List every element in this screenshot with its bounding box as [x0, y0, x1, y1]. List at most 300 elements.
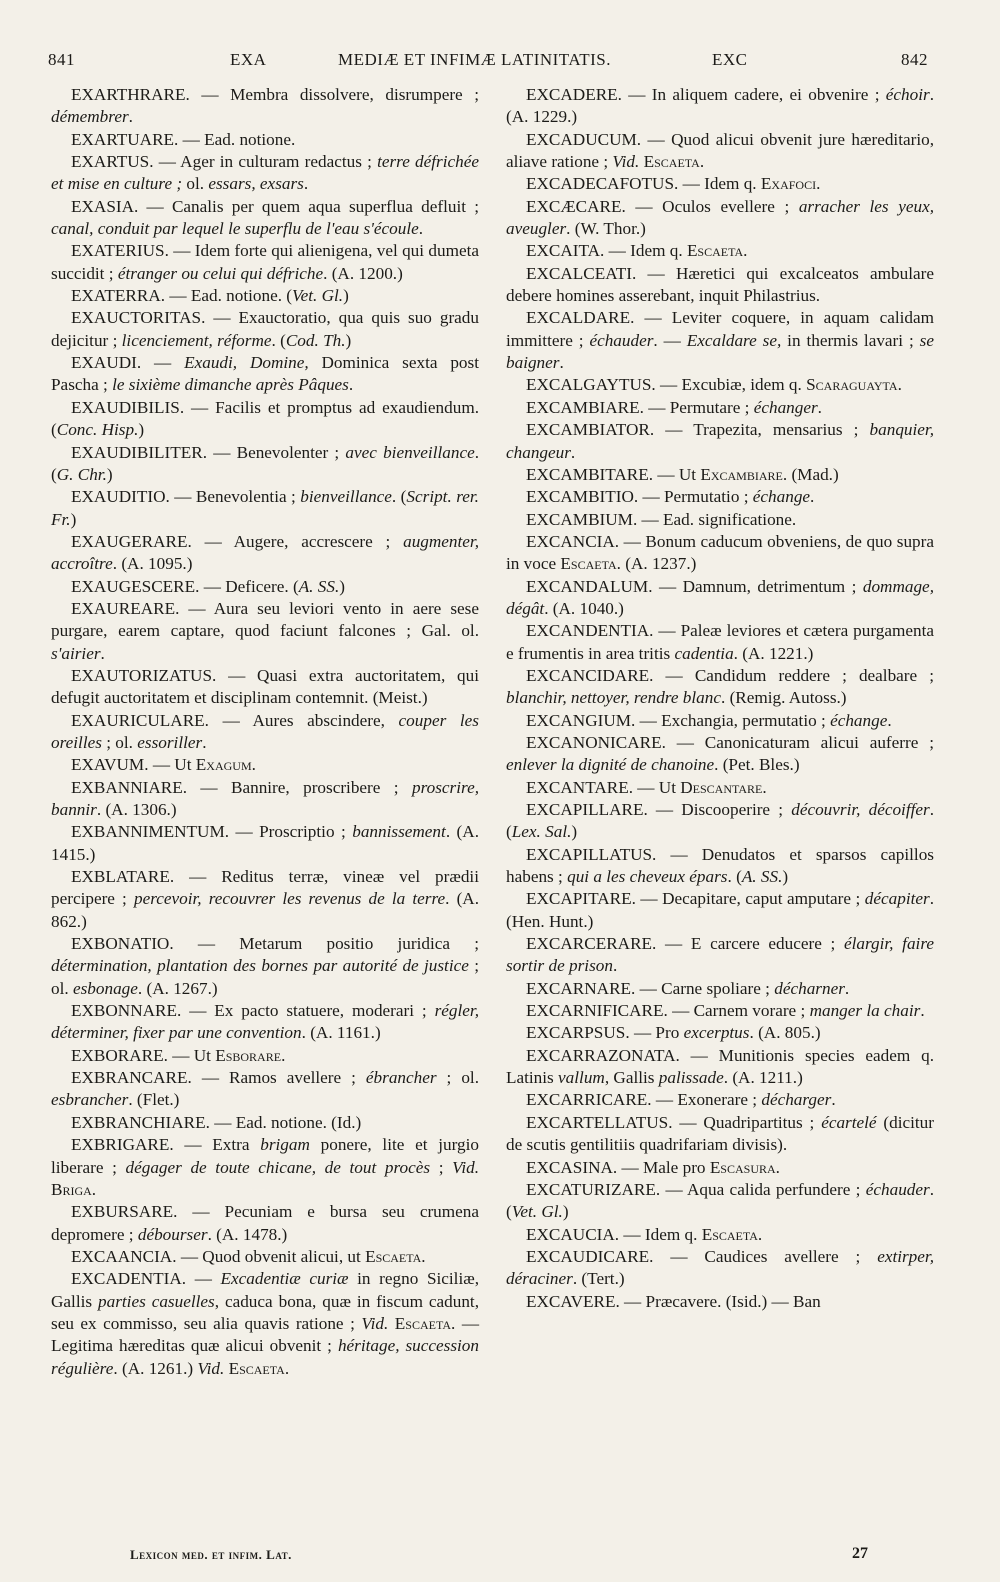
- entry-headword: EXCAVERE.: [526, 1291, 620, 1311]
- entry-french-gloss: A. SS.: [298, 576, 340, 596]
- entry-french-gloss: bannissement: [352, 822, 446, 842]
- entry-french-gloss: échange: [752, 487, 811, 507]
- entry-text: . (Flet.): [128, 1090, 180, 1110]
- entry-french-gloss: échauder: [589, 330, 654, 350]
- dictionary-entry: [51, 129, 479, 151]
- entry-french-gloss: percevoir, recouvrer les revenus de la terre: [133, 889, 446, 909]
- entry-headword: EXAUCTORITAS.: [71, 308, 206, 328]
- entry-text: — Augere, accrescere ;: [191, 531, 404, 551]
- entry-french-gloss: brigam: [260, 1135, 310, 1155]
- entry-french-gloss: excerptus: [683, 1023, 750, 1043]
- dictionary-entry: [506, 665, 934, 710]
- entry-text: — Canonicaturam alicui auferre ;: [665, 732, 934, 752]
- entry-text: . (A. 1211.): [723, 1068, 803, 1088]
- entry-french-gloss: étranger ou celui qui défriche: [117, 263, 324, 283]
- entry-text: . (Tert.): [572, 1269, 625, 1289]
- entry-text: ; ol.: [101, 732, 138, 752]
- entry-text: — Decapitare, caput amputare ;: [635, 889, 865, 909]
- entry-headword: EXCARTELLATUS.: [526, 1112, 673, 1132]
- entry-text: . —: [653, 330, 687, 350]
- entry-text: — Ut: [653, 464, 701, 484]
- dictionary-entry: [51, 1067, 479, 1112]
- entry-text: .: [897, 375, 902, 395]
- entry-text: — Ramos avellere ;: [191, 1068, 366, 1088]
- dictionary-entry: [51, 754, 479, 776]
- entry-text: ): [345, 330, 352, 350]
- entry-text: — Ut: [148, 755, 196, 775]
- entry-headword: EXCARNARE.: [526, 978, 636, 998]
- entry-text: . (Remig. Autoss.): [720, 688, 847, 708]
- entry-headword: EXBRANCHIARE.: [71, 1112, 210, 1132]
- entry-text: . (A. 1221.): [733, 643, 814, 663]
- entry-headword: EXAUGESCERE.: [71, 576, 200, 596]
- entry-text: . (: [506, 1179, 934, 1222]
- entry-headword: EXCAMBITARE.: [526, 464, 654, 484]
- entry-headword: EXARTHRARE.: [71, 85, 190, 104]
- entry-text: . — Legitima hæreditas quæ alicui obvenit ;: [51, 1313, 480, 1356]
- entry-french-gloss: essars, exsars: [208, 174, 304, 194]
- entry-french-gloss: A. SS.: [741, 867, 783, 887]
- entry-text: — Benevolentia ;: [169, 487, 301, 507]
- entry-text: — Aures abscindere,: [208, 710, 399, 730]
- entry-text: — Carne spoliare ;: [635, 978, 775, 998]
- entry-headword: EXAUGERARE.: [71, 531, 192, 551]
- entry-text: Dominica sexta post Pascha ;: [51, 353, 479, 395]
- entry-headword: EXATERIUS.: [71, 241, 169, 261]
- entry-text: — Ead. notione. (: [165, 286, 293, 306]
- entry-cross-reference: Briga: [51, 1179, 92, 1199]
- entry-text: — Male pro: [617, 1157, 710, 1177]
- entry-text: — Hæretici qui excalceatos ambulare debere homines asserebant, inquit Philastrius.: [506, 263, 934, 306]
- entry-text: .: [817, 397, 822, 417]
- entry-text: .: [810, 487, 815, 507]
- entry-french-gloss: Vet. Gl.: [292, 286, 344, 306]
- entry-text: . (A. 1306.): [96, 800, 177, 819]
- entry-french-gloss: blanchir, nettoyer, rendre blanc: [506, 688, 721, 708]
- dictionary-entry: [506, 509, 934, 531]
- entry-headword: EXAURICULARE.: [71, 710, 209, 730]
- dictionary-entry: [51, 531, 479, 576]
- entry-headword: EXCAMBIATOR.: [526, 420, 655, 440]
- entry-text: . (A. 1415.): [51, 822, 479, 864]
- entry-headword: EXAUDIBILIS.: [71, 397, 185, 417]
- entry-french-gloss: proscrire, bannir: [51, 777, 479, 819]
- dictionary-entry: [506, 1157, 934, 1179]
- entry-french-gloss: Lex. Sal.: [511, 822, 572, 842]
- entry-headword: EXCARRAZONATA.: [526, 1045, 680, 1065]
- entry-headword: EXCANCIA.: [526, 531, 620, 551]
- entry-text: — Paleæ leviores et cætera purgamenta e frumentis in area tritis: [506, 621, 934, 663]
- entry-headword: EXCASINA.: [526, 1157, 618, 1177]
- entry-text: — Benevolenter ;: [207, 442, 346, 462]
- entry-text: — Quadripartitus ;: [672, 1112, 822, 1132]
- entry-headword: EXBANNIMENTUM.: [71, 822, 230, 842]
- dictionary-entry: [51, 710, 479, 755]
- entry-text: .: [612, 956, 618, 976]
- entry-text: ; ol.: [51, 956, 479, 998]
- right-column: [506, 84, 934, 1313]
- dictionary-entry: [506, 1000, 934, 1022]
- entry-text: .: [100, 643, 105, 663]
- dictionary-entry: [506, 1112, 934, 1157]
- entry-french-gloss: Script. rer. Fr.: [51, 487, 479, 529]
- entry-text: in thermis lavari ;: [781, 330, 920, 350]
- entry-headword: EXBANNIARE.: [71, 777, 188, 797]
- entry-text: — Pecuniam e bursa seu crumena depromere ;: [51, 1202, 479, 1244]
- entry-headword: EXATERRA.: [71, 286, 166, 306]
- entry-french-gloss: Excadentiæ curiæ: [220, 1269, 349, 1289]
- entry-headword: EXCAANCIA.: [71, 1246, 177, 1266]
- entry-french-gloss: augmenter, accroître: [51, 531, 479, 574]
- dictionary-entry: [51, 598, 479, 665]
- left-column: [51, 84, 479, 1380]
- entry-headword: EXCADUCUM.: [526, 129, 642, 149]
- entry-text: . (Mad.): [782, 464, 839, 484]
- entry-text: — Quod obvenit alicui, ut: [176, 1246, 366, 1266]
- entry-headword: EXAUDIBILITER.: [71, 442, 208, 462]
- entry-text: . (: [506, 800, 934, 842]
- dictionary-entry: [51, 1246, 479, 1268]
- entry-headword: EXCAMBITIO.: [526, 487, 639, 507]
- entry-headword: EXBRANCARE.: [71, 1068, 192, 1088]
- entry-french-gloss: échange: [830, 710, 888, 730]
- entry-headword: EXARTUS.: [71, 152, 154, 172]
- entry-text: — Ead. notione. (Id.): [209, 1112, 362, 1132]
- entry-french-gloss: découvrir, décoiffer: [791, 800, 930, 819]
- entry-french-gloss: démembrer: [51, 107, 129, 127]
- entry-headword: EXCAUCIA.: [526, 1224, 620, 1244]
- entry-french-gloss: Conc. Hisp.: [56, 420, 139, 440]
- entry-cross-reference: Descantare: [680, 777, 763, 797]
- entry-cross-reference: Escaeta: [560, 554, 617, 574]
- entry-text: — E carcere educere ;: [656, 934, 844, 954]
- entry-french-gloss: échauder: [865, 1179, 930, 1199]
- dictionary-entry: [51, 1268, 479, 1380]
- entry-text: — Ut: [167, 1045, 216, 1065]
- dictionary-entry: [506, 1089, 934, 1111]
- entry-text: . (A. 1095.): [112, 554, 193, 574]
- entry-french-gloss: parties casuelles: [98, 1291, 215, 1311]
- entry-text: .: [887, 710, 892, 730]
- entry-text: — Idem q.: [678, 174, 761, 194]
- dictionary-entry: [51, 1045, 479, 1067]
- dictionary-entry: [51, 397, 479, 442]
- entry-text: ol.: [182, 174, 209, 194]
- entry-text: — Discooperire ;: [647, 800, 792, 819]
- entry-text: ): [343, 286, 349, 306]
- entry-french-gloss: régler, déterminer, fixer par une convention: [51, 1001, 479, 1043]
- entry-text: . (A. 1161.): [301, 1023, 381, 1043]
- entry-text: .: [775, 1157, 780, 1177]
- entry-text: ): [562, 1202, 569, 1222]
- entry-headword: EXCARRICARE.: [526, 1090, 652, 1110]
- dictionary-entry: [51, 866, 479, 933]
- entry-text: in regno Siciliæ, Gallis: [51, 1269, 479, 1311]
- entry-text: — Membra dissolvere, disrumpere ;: [189, 85, 479, 104]
- entry-text: . (A. 1267.): [137, 978, 218, 998]
- entry-text: — Ager in culturam redactus ;: [153, 152, 378, 172]
- dictionary-entry: [506, 84, 934, 129]
- entry-headword: EXCAPILLARE.: [526, 800, 648, 819]
- entry-french-gloss: canal, conduit par lequel le superflu de l'eau s'écoule: [51, 219, 419, 239]
- dictionary-entry: [51, 285, 479, 307]
- entry-text: (dicitur de scutis gentilitiis quadrifariam divisis).: [506, 1112, 934, 1155]
- entry-text: .: [202, 732, 207, 752]
- entry-text: .: [816, 174, 821, 194]
- entry-headword: EXCANCIDARE.: [526, 665, 654, 685]
- dictionary-entry: [506, 397, 934, 419]
- entry-text: — Præcavere. (Isid.) — Ban: [619, 1291, 821, 1311]
- entry-text: — Carnem vorare ;: [667, 1001, 810, 1021]
- entry-french-gloss: Exaudi, Domine,: [184, 353, 309, 373]
- entry-cross-reference: Scaraguayta: [806, 375, 898, 395]
- entry-french-gloss: dommage, dégât: [506, 576, 934, 618]
- entry-text: — Bannire, proscribere ;: [187, 777, 412, 797]
- entry-headword: EXCANTARE.: [526, 777, 633, 797]
- entry-text: .: [831, 1090, 836, 1110]
- entry-text: . (A. 1261.): [113, 1358, 198, 1378]
- entry-text: — Quasi extra auctoritatem, qui defugit auctoritatem et disciplinam contemnit. (Meist.): [51, 665, 479, 708]
- entry-text: — Ut: [633, 777, 681, 797]
- entry-headword: EXCAPILLATUS.: [526, 844, 657, 864]
- entry-text: .: [570, 442, 576, 462]
- entry-headword: EXCÆCARE.: [526, 196, 626, 216]
- entry-text: — Caudices avellere ;: [653, 1246, 878, 1266]
- entry-french-gloss: s'airier: [51, 643, 101, 663]
- entry-text: — Ex pacto statuere, moderari ;: [181, 1001, 435, 1021]
- dictionary-entry: [506, 129, 934, 174]
- entry-french-gloss: Vid.: [361, 1313, 389, 1333]
- entry-french-gloss: décapiter: [864, 889, 930, 909]
- entry-headword: EXCANGIUM.: [526, 710, 636, 730]
- entry-french-gloss: vallum: [558, 1068, 605, 1088]
- dictionary-entry: [51, 84, 479, 129]
- entry-headword: EXARTUARE.: [71, 129, 179, 149]
- entry-french-gloss: se baigner: [506, 330, 934, 373]
- entry-text: — Deficere. (: [199, 576, 299, 596]
- entry-headword: EXCALCEATI.: [526, 263, 637, 283]
- header-term-right: EXC: [712, 50, 748, 69]
- entry-text: ): [138, 420, 145, 440]
- entry-text: . (A. 1478.): [207, 1224, 288, 1244]
- footer-title: Lexicon med. et infim. Lat.: [130, 1547, 292, 1562]
- entry-cross-reference: Excambiare: [700, 464, 783, 484]
- entry-text: ; ol.: [436, 1068, 479, 1088]
- entry-text: ): [339, 576, 345, 596]
- entry-french-gloss: esbrancher: [51, 1090, 129, 1110]
- entry-text: ): [571, 822, 578, 842]
- dictionary-entry: [506, 933, 934, 978]
- entry-text: .: [699, 152, 705, 172]
- entry-french-gloss: enlever la dignité de chanoine: [506, 755, 715, 775]
- entry-text: .: [418, 219, 424, 239]
- entry-headword: EXBRIGARE.: [71, 1135, 174, 1155]
- dictionary-entry: [506, 307, 934, 374]
- entry-french-gloss: arracher les yeux, aveugler: [506, 196, 934, 239]
- entry-text: .: [128, 107, 133, 127]
- entry-text: . (: [391, 487, 407, 507]
- entry-headword: EXCALGAYTUS.: [526, 375, 656, 395]
- entry-text: ;: [430, 1157, 453, 1177]
- entry-headword: EXCARPSUS.: [526, 1023, 630, 1043]
- entry-headword: EXAUDI.: [71, 353, 142, 373]
- dictionary-entry: [506, 576, 934, 621]
- dictionary-entry: [506, 1179, 934, 1224]
- entry-cross-reference: Escaeta: [686, 241, 744, 261]
- entry-headword: EXCARCERARE.: [526, 934, 657, 954]
- dictionary-entry: [51, 196, 479, 241]
- entry-text: . (Hen. Hunt.): [506, 889, 934, 931]
- entry-cross-reference: Exagum: [195, 755, 252, 775]
- entry-text: . (: [271, 330, 286, 350]
- entry-text: — Candidum reddere ; dealbare ;: [653, 665, 934, 685]
- running-header: [48, 50, 928, 76]
- entry-french-gloss: décharger: [761, 1090, 832, 1110]
- entry-text: . (A. 862.): [51, 889, 480, 931]
- entry-french-gloss: échanger: [753, 397, 818, 417]
- entry-french-gloss: Cod. Th.: [285, 330, 346, 350]
- entry-text: — Exonerare ;: [651, 1090, 762, 1110]
- entry-french-gloss: élargir, faire sortir de prison: [506, 934, 934, 976]
- dictionary-entry: [506, 1045, 934, 1090]
- dictionary-entry: [506, 1291, 934, 1313]
- entry-text: .: [757, 1224, 763, 1244]
- entry-text: — Metarum positio juridica ;: [173, 934, 479, 954]
- entry-text: — Quod alicui obvenit jure hæreditario, aliave ratione ;: [506, 129, 934, 172]
- entry-text: .: [348, 375, 354, 395]
- entry-french-gloss: écartelé: [821, 1112, 877, 1132]
- entry-headword: EXAVUM.: [71, 755, 149, 775]
- entry-french-gloss: palissade: [658, 1068, 724, 1088]
- entry-headword: EXASIA.: [71, 196, 139, 216]
- entry-french-gloss: Vid.: [452, 1157, 479, 1177]
- entry-headword: EXCATURIZARE.: [526, 1179, 661, 1199]
- entry-text: ): [70, 509, 77, 529]
- dictionary-entry: [506, 620, 934, 665]
- entry-text: .: [303, 174, 309, 194]
- entry-text: .: [251, 755, 256, 775]
- dictionary-entry: [506, 1022, 934, 1044]
- entry-text: — Ead. significatione.: [637, 509, 797, 529]
- entry-headword: EXCARNIFICARE.: [526, 1001, 668, 1021]
- dictionary-entry: [506, 419, 934, 464]
- dictionary-entry: [51, 1134, 479, 1201]
- entry-french-gloss: couper les oreilles: [51, 710, 479, 752]
- entry-french-gloss: Vid.: [197, 1358, 225, 1378]
- entry-french-gloss: Excaldare se,: [686, 330, 782, 350]
- entry-text: — Permutatio ;: [638, 487, 753, 507]
- entry-text: — Exchangia, permutatio ;: [635, 710, 831, 730]
- dictionary-entry: [51, 665, 479, 710]
- dictionary-entry: [506, 196, 934, 241]
- dictionary-entry: [506, 888, 934, 933]
- dictionary-entry: [51, 1201, 479, 1246]
- dictionary-entry: [506, 777, 934, 799]
- entry-cross-reference: Esborare: [215, 1045, 282, 1065]
- entry-cross-reference: Escaeta: [394, 1313, 452, 1333]
- entry-headword: EXAUTORIZATUS.: [71, 665, 217, 685]
- entry-text: — Damnum, detrimentum ;: [652, 576, 863, 596]
- entry-french-gloss: banquier, changeur: [506, 420, 934, 462]
- entry-text: —: [186, 1269, 221, 1289]
- entry-text: — Trapezita, mensarius ;: [654, 420, 870, 440]
- entry-text: . (A. 1200.): [323, 263, 403, 283]
- dictionary-entry: [51, 933, 479, 1000]
- entry-headword: EXCALDARE.: [526, 308, 635, 328]
- dictionary-entry: [506, 464, 934, 486]
- entry-text: .: [559, 353, 564, 373]
- dictionary-entry: [51, 307, 479, 352]
- entry-text: — Pro: [629, 1023, 684, 1043]
- dictionary-entry: [51, 1000, 479, 1045]
- entry-headword: EXCAMBIARE.: [526, 397, 644, 417]
- entry-text: —: [141, 353, 185, 373]
- dictionary-entry: [506, 374, 934, 396]
- entry-text: — Leviter coquere, in aquam calidam immittere ;: [506, 308, 934, 350]
- entry-french-gloss: manger la chair: [809, 1001, 921, 1021]
- entry-french-gloss: échoir: [885, 85, 930, 104]
- entry-text: .: [281, 1045, 286, 1065]
- entry-french-gloss: esbonage: [72, 978, 138, 998]
- entry-text: — Idem forte qui alienigena, vel qui dumeta succidit ;: [51, 241, 479, 283]
- entry-headword: EXCADECAFOTUS.: [526, 174, 679, 194]
- signature-number: 27: [852, 1545, 868, 1562]
- page-number-right: 842: [901, 50, 928, 69]
- entry-french-gloss: G. Chr.: [56, 464, 107, 484]
- entry-headword: EXCAMBIUM.: [526, 509, 638, 529]
- entry-text: ): [106, 464, 113, 484]
- entry-text: — Munitionis species eadem q. Latinis: [506, 1045, 934, 1088]
- entry-french-gloss: bienveillance: [300, 487, 392, 507]
- entry-text: .: [844, 978, 850, 998]
- entry-text: — Permutare ;: [643, 397, 754, 417]
- entry-headword: EXAUDITIO.: [71, 487, 170, 507]
- entry-french-gloss: cadentia: [674, 643, 734, 663]
- entry-french-gloss: terre défrichée et mise en culture ;: [51, 152, 479, 194]
- dictionary-entry: [51, 442, 479, 487]
- entry-french-gloss: essoriller: [137, 732, 203, 752]
- entry-text: . (: [51, 442, 479, 484]
- entry-text: . (A. 1229.): [506, 85, 934, 127]
- entry-text: . (A. 805.): [749, 1023, 821, 1043]
- header-title: MEDIÆ ET INFIMÆ LATINITATIS.: [338, 50, 611, 69]
- entry-text: — Idem q.: [604, 241, 687, 261]
- entry-french-gloss: débourser: [137, 1224, 208, 1244]
- entry-text: — Ead. notione.: [178, 129, 296, 149]
- entry-headword: EXCANDALUM.: [526, 576, 653, 596]
- entry-text: — Canalis per quem aqua superflua defluit ;: [138, 196, 479, 216]
- entry-cross-reference: Escasura: [709, 1157, 776, 1177]
- dictionary-entry: [506, 799, 934, 844]
- entry-headword: EXBONNARE.: [71, 1001, 182, 1021]
- entry-text: . (: [727, 867, 742, 887]
- dictionary-entry: [51, 240, 479, 285]
- entry-text: — Exauctoratio, qua quis suo gradu dejicitur ;: [51, 308, 479, 350]
- entry-text: .: [91, 1179, 97, 1199]
- entry-text: — Excubiæ, idem q.: [655, 375, 807, 395]
- entry-text: — Extra: [173, 1135, 261, 1155]
- dictionary-entry: [51, 777, 479, 822]
- entry-text: — Denudatos et sparsos capillos habens ;: [506, 844, 934, 887]
- entry-french-gloss: ébrancher: [365, 1068, 437, 1088]
- dictionary-entry: [51, 151, 479, 196]
- dictionary-entry: [506, 531, 934, 576]
- entry-french-gloss: détermination, plantation des bornes par autorité de justice: [51, 956, 469, 976]
- entry-text: — Proscriptio ;: [229, 822, 353, 842]
- entry-french-gloss: dégager de toute chicane, de tout procès: [125, 1157, 431, 1177]
- entry-text: . (W. Thor.): [566, 219, 646, 239]
- page-number-left: 841: [48, 50, 75, 69]
